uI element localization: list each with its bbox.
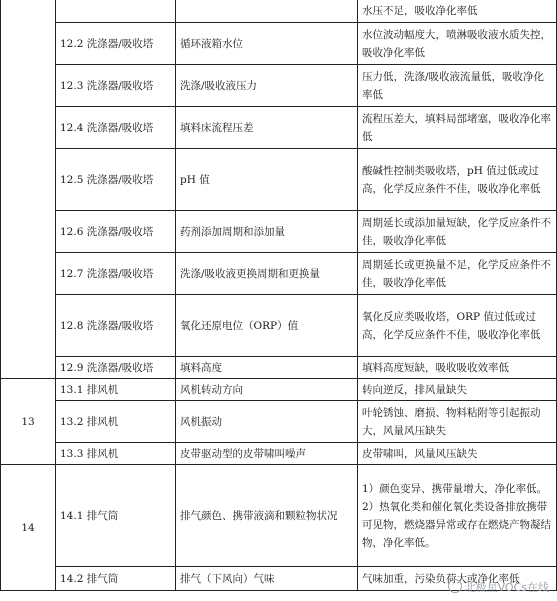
table-row (1, 211, 557, 253)
parameter-cell: 洗涤/吸收液更换周期和更换量 (176, 253, 358, 295)
sub-item-cell: 13.2 排风机 (56, 401, 176, 443)
fault-cell: 叶轮锈蚀、磨损、物料粘附等引起振动大，风量风压缺失 (358, 401, 557, 443)
watermark-logo-icon (448, 579, 462, 593)
sub-item-cell: 12.3 洗涤器/吸收塔 (56, 65, 176, 107)
fault-cell: 水位波动幅度大，喷淋吸收液水质失控，吸收净化率低 (358, 23, 557, 65)
table-row (1, 379, 557, 401)
table-row (1, 0, 557, 23)
parameter-cell: 风机振动 (176, 401, 358, 443)
sub-item-cell (56, 0, 176, 23)
table-row (1, 149, 557, 211)
sub-item-cell: 14.2 排气筒 (56, 567, 176, 591)
parameter-cell: 风机转动方向 (176, 379, 358, 401)
table-row (1, 107, 557, 149)
parameter-cell: 氧化还原电位（ORP）值 (176, 295, 358, 357)
parameter-cell: 排气（下风向）气味 (176, 567, 358, 591)
fault-cell: 酸碱性控制类吸收塔，pH 值过低或过高，化学反应条件不佳，吸收净化率低 (358, 149, 557, 211)
parameter-cell: 洗涤/吸收液压力 (176, 65, 358, 107)
parameter-cell (176, 0, 358, 23)
table-row (1, 295, 557, 357)
table-row (1, 253, 557, 295)
table-row (1, 23, 557, 65)
fault-cell: 填料高度短缺，吸收吸收效率低 (358, 357, 557, 379)
sub-item-cell: 12.8 洗涤器/吸收塔 (56, 295, 176, 357)
main-item-cell (1, 0, 56, 379)
fault-cell: 压力低，洗涤/吸收液流量低，吸收净化率低 (358, 65, 557, 107)
table-row (1, 357, 557, 379)
fault-cell: 周期延长或添加量短缺，化学反应条件不佳，吸收净化率低 (358, 211, 557, 253)
fault-cell: 皮带啸叫，风量风压缺失 (358, 443, 557, 465)
parameter-cell: 填料床流程压差 (176, 107, 358, 149)
sub-item-cell: 14.1 排气筒 (56, 465, 176, 567)
table-row (1, 401, 557, 443)
sub-item-cell: 12.7 洗涤器/吸收塔 (56, 253, 176, 295)
sub-item-cell: 12.6 洗涤器/吸收塔 (56, 211, 176, 253)
watermark (448, 579, 549, 595)
table-row (1, 465, 557, 567)
fault-cell: 转向逆反，排风量缺失 (358, 379, 557, 401)
main-item-cell: 14 (1, 465, 56, 591)
parameter-cell: 皮带驱动型的皮带啸叫噪声 (176, 443, 358, 465)
sub-item-cell: 12.9 洗涤器/吸收塔 (56, 357, 176, 379)
parameter-cell: 药剂添加周期和添加量 (176, 211, 358, 253)
sub-item-cell: 13.3 排风机 (56, 443, 176, 465)
parameter-cell: pH 值 (176, 149, 358, 211)
sub-item-cell: 12.4 洗涤器/吸收塔 (56, 107, 176, 149)
fault-cell: 水压不足，吸收净化率低 (358, 0, 557, 23)
fault-cell: 氧化反应类吸收塔，ORP 值过低或过高，化学反应条件不佳，吸收净化率低 (358, 295, 557, 357)
table-row (1, 443, 557, 465)
fault-cell: 流程压差大，填料局部堵塞，吸收净化率低 (358, 107, 557, 149)
table-row (1, 65, 557, 107)
sub-item-cell: 13.1 排风机 (56, 379, 176, 401)
fault-cell: 周期延长或更换量不足，化学反应条件不佳，吸收净化率低 (358, 253, 557, 295)
parameter-cell: 循环液箱水位 (176, 23, 358, 65)
fault-cell: 1）颜色变异、携带量增大，净化率低。2）热氧化类和催化氧化类设备排放携带可见物，燃烧器异常或存在燃烧产物凝结物，净化率低。 (358, 465, 557, 567)
watermark-text: 北极星VOCs在线 (464, 581, 549, 594)
fault-cell: 气味加重，污染负荷大或净化率低 (358, 567, 557, 591)
sub-item-cell: 12.5 洗涤器/吸收塔 (56, 149, 176, 211)
parameter-cell: 填料高度 (176, 357, 358, 379)
sub-item-cell: 12.2 洗涤器/吸收塔 (56, 23, 176, 65)
parameter-cell: 排气颜色、携带液滴和颗粒物状况 (176, 465, 358, 567)
main-item-cell: 13 (1, 379, 56, 465)
